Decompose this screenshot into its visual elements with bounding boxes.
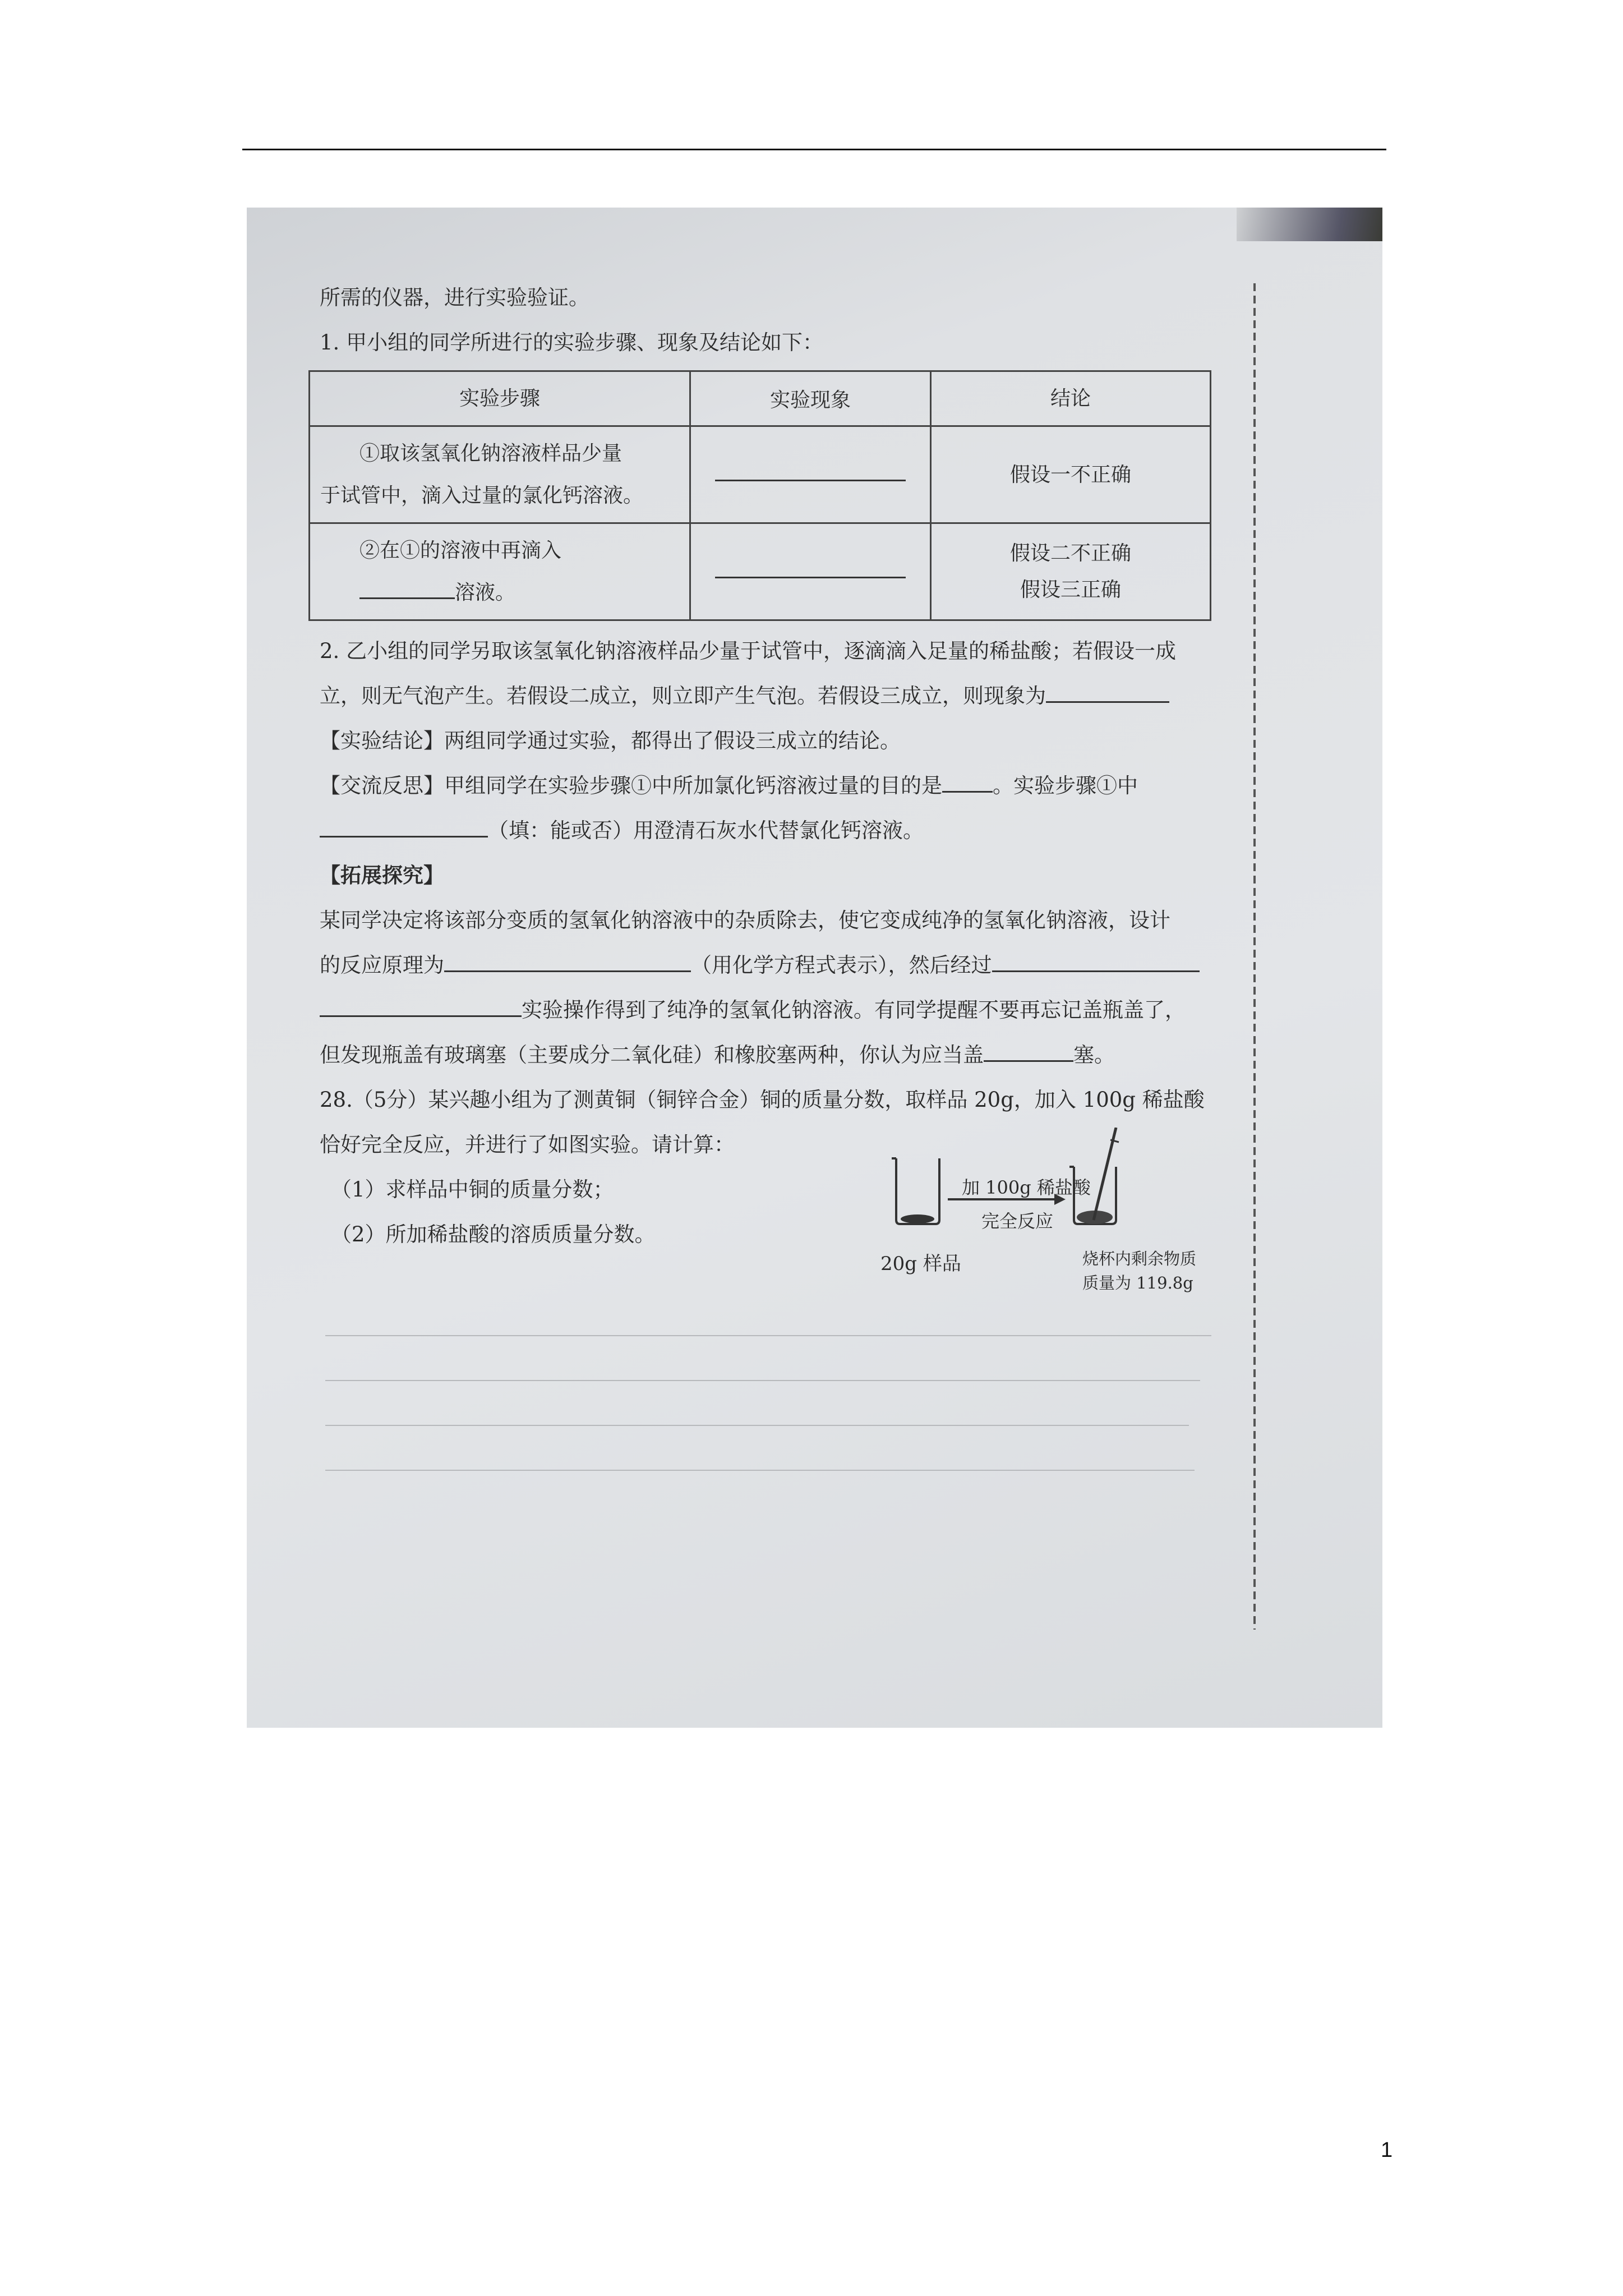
conclusion-2-line-1: 假设二不正确 [1009,542,1131,565]
line-11-text: 实验操作得到了纯净的氢氧化钠溶液。有同学提醒不要再忘记盖瓶盖了， [522,998,1186,1022]
line-8: 【拓展探究】 [320,863,444,887]
line-10-text-a: 的反应原理为 [320,953,444,977]
question-28-line-2: 恰好完全反应，并进行了如图实验。请计算： [320,1133,735,1157]
line-3: 2. 乙小组的同学另取该氢氧化钠溶液样品少量于试管中，逐滴滴入足量的稀盐酸；若假设一成 [320,639,1177,663]
table-row [310,523,1211,620]
answer-blank[interactable] [992,954,1200,972]
answer-blank[interactable] [984,1043,1073,1062]
table-cell-phenomenon-2[interactable] [690,523,931,620]
table-cell-step-1 [310,426,690,523]
table-cell-conclusion-1: 假设一不正确 [931,426,1211,523]
answer-blank[interactable] [320,819,488,838]
answer-blank[interactable] [942,774,993,793]
scanned-photo [247,208,1382,1728]
answer-blank[interactable] [359,581,455,599]
line-6-text-b: 。实验步骤①中 [993,774,1138,798]
diagram-right-caption-2: 质量为 119.8g [1082,1273,1193,1292]
table-header-row [310,371,1211,426]
line-9: 某同学决定将该部分变质的氢氧化钠溶液中的杂质除去，使它变成纯净的氢氧化钠溶液，设计 [320,908,1170,932]
question-28: 28.（5分）某兴趣小组为了测黄铜（铜锌合金）铜的质量分数，取样品 20g，加入 100g 稀盐酸 [320,1088,1205,1112]
line-6 [320,769,1138,799]
line-12 [320,1038,1115,1068]
answer-ruled-line [325,1425,1189,1426]
line-7 [320,813,924,844]
question-28-part-1: （1）求样品中铜的质量分数； [331,1177,614,1202]
page-number: 1 [1381,2138,1393,2162]
answer-ruled-line [325,1335,1211,1336]
answer-ruled-line [325,1470,1195,1471]
conclusion-2-line-2: 假设三正确 [1020,578,1121,601]
line-1: 所需的仪器，进行实验验证。 [320,286,589,310]
table-cell-step-2 [310,523,690,620]
experiment-table [308,370,1211,621]
line-10-text-b: （用化学方程式表示），然后经过 [691,953,992,977]
line-4 [320,679,1169,709]
line-6-text-a: 【交流反思】甲组同学在实验步骤①中所加氯化钙溶液过量的目的是 [320,774,942,798]
line-4-text: 立，则无气泡产生。若假设二成立，则立即产生气泡。若假设三成立，则现象为 [320,684,1046,708]
answer-ruled-line [325,1380,1200,1381]
step-2-line-1: ②在①的溶液中再滴入 [359,539,562,562]
experiment-diagram [869,1128,1273,1296]
diagram-arrow-top-label: 加 100g 稀盐酸 [962,1177,1091,1198]
line-7-text: （填：能或否）用澄清石灰水代替氯化钙溶液。 [488,818,924,843]
table-header-phenomenon: 实验现象 [690,371,931,426]
line-5: 【实验结论】两组同学通过实验，都得出了假设三成立的结论。 [320,729,901,753]
line-12-text-b: 塞。 [1073,1043,1115,1067]
answer-blank[interactable] [320,999,522,1017]
step-1-line-1: ①取该氢氧化钠溶液样品少量 [359,442,623,465]
table-cell-phenomenon-1[interactable] [690,426,931,523]
step-2-line-2: 溶液。 [455,581,516,604]
diagram-right-caption-1: 烧杯内剩余物质 [1082,1249,1197,1268]
answer-blank[interactable] [715,577,906,578]
header-rule [242,149,1386,150]
line-2: 1. 甲小组的同学所进行的实验步骤、现象及结论如下： [320,330,824,355]
step-1-line-2: 于试管中，滴入过量的氯化钙溶液。 [320,484,644,507]
diagram-arrow-bottom-label: 完全反应 [981,1211,1054,1232]
line-12-text-a: 但发现瓶盖有玻璃塞（主要成分二氧化硅）和橡胶塞两种，你认为应当盖 [320,1043,984,1067]
table-header-steps: 实验步骤 [310,371,690,426]
diagram-left-caption: 20g 样品 [880,1253,961,1275]
table-cell-conclusion-2 [931,523,1211,620]
line-11 [320,993,1186,1023]
exam-paper [247,208,1382,1728]
table-header-conclusion: 结论 [931,371,1211,426]
beaker-left-icon [892,1158,939,1224]
question-28-part-2: （2）所加稀盐酸的溶质质量分数。 [331,1222,656,1246]
table-row [310,426,1211,523]
answer-blank[interactable] [715,480,906,481]
answer-blank[interactable] [1046,684,1169,703]
line-10 [320,948,1200,978]
answer-blank[interactable] [444,954,691,972]
